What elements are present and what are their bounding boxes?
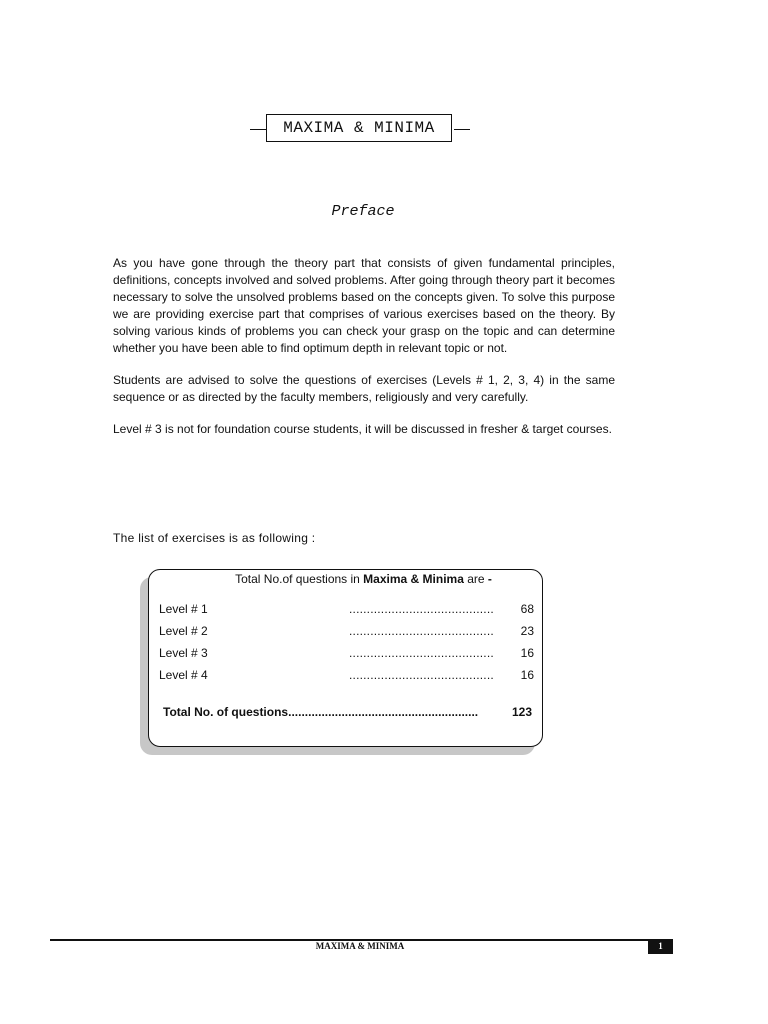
- total-row: [163, 705, 532, 723]
- summary-box: [148, 569, 543, 747]
- level-label: Level # 3: [159, 646, 208, 660]
- total-count: 123: [511, 705, 532, 719]
- summary-heading-dash: -: [487, 572, 492, 586]
- level-count: 23: [520, 624, 534, 638]
- level-row: [159, 624, 534, 642]
- level-label: Level # 2: [159, 624, 208, 638]
- level-row: [159, 646, 534, 664]
- paragraph-level3-note: Level # 3 is not for foundation course students, it will be discussed in fresher & target courses.: [113, 422, 612, 436]
- paragraph-intro: As you have gone through the theory part that consists of given fundamental principles, definitions, concepts involved and solved problems. After going through theory part it becomes necessary to solve the unsolved problems based on the concepts given. To solve this purpose we are providing exercise part that comprises of various exercises based on the theory. By solving various kinds of problems you can check your grasp on the topic and can determine whether you have been able to find optimum depth in relevant topic or not.: [113, 256, 615, 355]
- level-label: Level # 4: [159, 668, 208, 682]
- level-row: [159, 602, 534, 620]
- title-rule-right: [454, 129, 470, 130]
- leader-dots: .........................................: [349, 668, 494, 682]
- level-label: Level # 1: [159, 602, 208, 616]
- leader-dots: .........................................: [349, 646, 494, 660]
- footer-title: MAXIMA & MINIMA: [315, 941, 405, 951]
- list-intro: The list of exercises is as following :: [113, 531, 316, 545]
- leader-dots: .........................................: [349, 624, 494, 638]
- summary-heading-topic: Maxima & Minima: [363, 572, 464, 586]
- paragraph-advice: Students are advised to solve the questions of exercises (Levels # 1, 2, 3, 4) in the same sequence or as directed by the faculty members, religiously and very carefully.: [113, 373, 615, 404]
- summary-heading-suffix: are: [463, 572, 485, 586]
- title-rule-left: [250, 129, 266, 130]
- page-number: 1: [648, 939, 673, 954]
- leader-dots: .........................................: [349, 602, 494, 616]
- preface-heading: Preface: [331, 203, 395, 220]
- title-banner: [250, 114, 470, 144]
- summary-heading-prefix: Total No.of questions in: [235, 572, 364, 586]
- level-count: 68: [520, 602, 534, 616]
- level-row: [159, 668, 534, 686]
- preface-body: [113, 255, 615, 453]
- page-title: MAXIMA & MINIMA: [266, 114, 452, 142]
- level-count: 16: [520, 668, 534, 682]
- level-count: 16: [520, 646, 534, 660]
- total-label: Total No. of questions.........................................................: [163, 705, 479, 719]
- summary-heading: [149, 572, 542, 586]
